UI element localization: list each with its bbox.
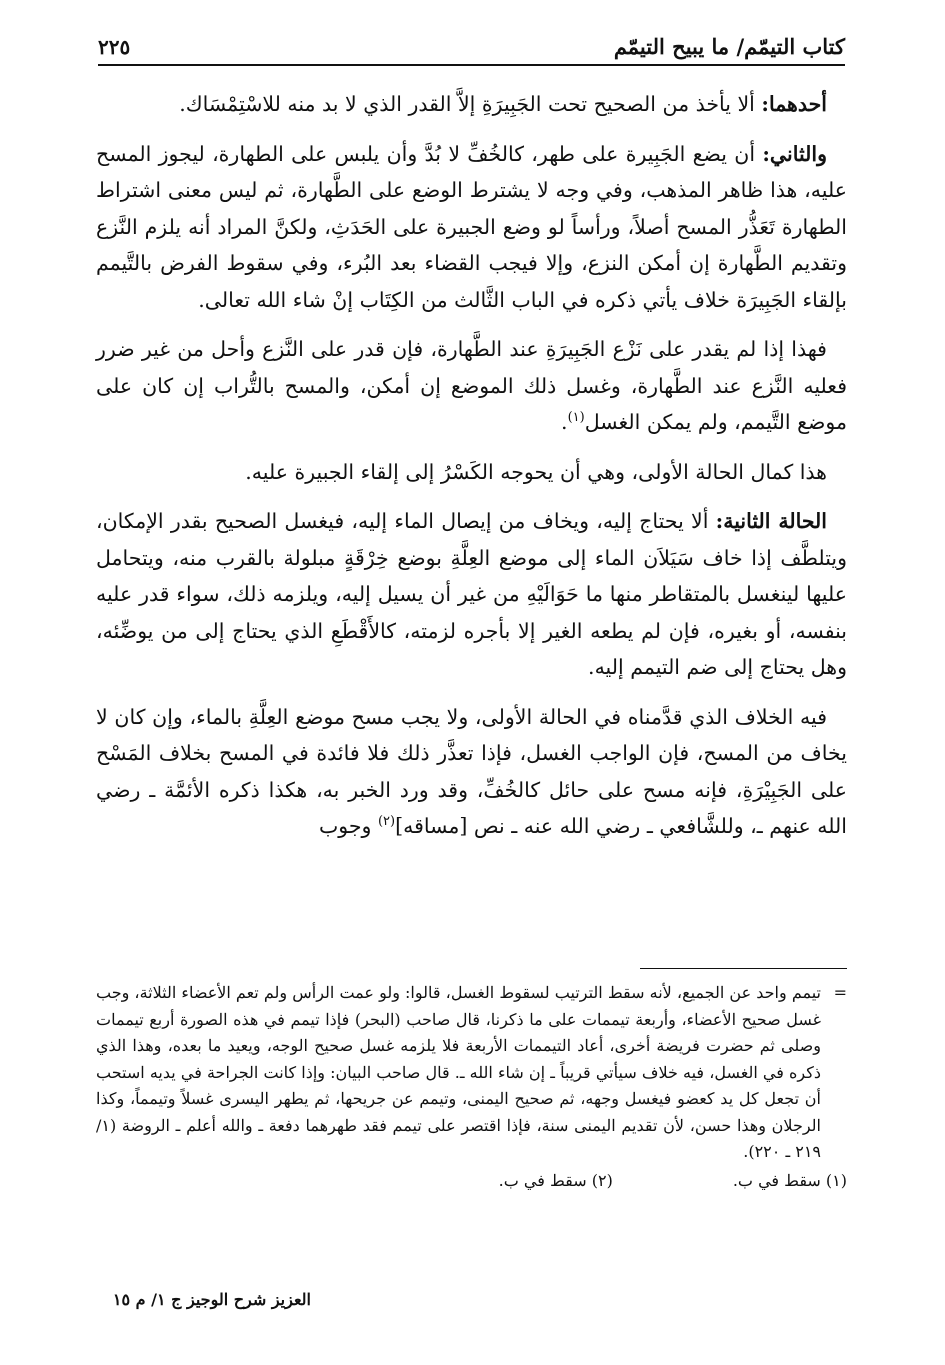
paragraph-1 (96, 86, 847, 123)
main-text (96, 86, 847, 858)
paragraph-text: ألا يحتاج إليه، ويخاف من إيصال الماء إليه، فيغسل الصحيح بقدر الإمكان، ويتلطَّف إذا خاف سَيَلاَن الماء إلى موضع العِلَّةِ بوضع خِرْقَةٍ مبلولة بالقرب منه، ويتحامل عليها لينغسل بالمتقاطر منها ما حَوَالَيْهِ من غير أن يسيل إليه، ويلزمه ذلك، سواء قدر عليه بنفسه، أو بغيره، فإن لم يطعه الغير إلا بأجره لزمته، كالأَقْطَعِ الذي يحتاج إلى من يوضِّئه، وهل يحتاج إلى ضم التيمم إليه. (96, 509, 847, 679)
footnote-1: (١) سقط في ب. (732, 1170, 847, 1190)
paragraph-2 (96, 136, 847, 319)
footnote-continuation (96, 980, 847, 1166)
footnote-ref-2[interactable]: (٢) (377, 814, 396, 830)
paragraph-text: أن يضع الجَبِيرة على طهر، كالخُفِّ لا بُدَّ وأن يلبس على الطهارة، ليجوز المسح عليه، هذا ظاهر المذهب، وفي وجه لا يشترط الوضع على الطَّهارة، ثم ليس معنى اشتراط الطهارة تَعَذُّر المسح أصلاً، ورأساً لو وضع الجبيرة على الحَدَثِ، ولكنَّ المراد أنه يلزم النَّزع وتقديم الطَّهارة إن أمكن النزع، وإلا فيجب القضاء بعد البُرء، وفي سقوط الفرض بالتَّيمم بإلقاء الجَبِيرَة خلاف يأتي ذكره في الباب الثَّالث من الكِتَاب إنْ شاء الله تعالى. (96, 141, 847, 312)
paragraph-4 (96, 454, 847, 491)
page-header (98, 26, 845, 66)
paragraph-6 (96, 699, 847, 845)
paragraph-end: . (561, 410, 568, 434)
paragraph-text: فيه الخلاف الذي قدَّمناه في الحالة الأولى، ولا يجب مسح موضع العِلَّةِ بالماء، وإن كان لا يخاف من المسح، فإن الواجب الغسل، فإذا تعذَّر ذلك فلا فائدة في المسح بخلاف المَسْح على الجَبِيْرَةِ، فإنه مسح على حائل كالخُفِّ، وقد ورد الخبر به، هكذا ذكره الأئمَّة ـ رضي الله عنهم ـ، وللشَّافعي ـ رضي الله عنه ـ نص [مساقه] (96, 704, 847, 838)
footnote-divider (640, 968, 847, 969)
paragraph-text: فهذا إذا لم يقدر على نَزْع الجَبِيرَةِ عند الطَّهارة، فإن قدر على النَّزع وأحل من غير ضرر فعليه النَّزع عند الطَّهارة، وغسل ذلك الموضع إن أمكن، والمسح بالتُّراب إن كان على موضع التَّيمم، ولم يمكن الغسل (96, 337, 847, 434)
footnote-2: (٢) سقط في ب. (498, 1170, 613, 1190)
footnotes (96, 980, 847, 1194)
paragraph-term: والثاني: (762, 141, 827, 166)
running-title: كتاب التيمّم/ ما يبيح التيمّم (613, 34, 845, 59)
paragraph-text: هذا كمال الحالة الأولى، وهي أن يحوجه الكَسْرُ إلى إلقاء الجبيرة عليه. (245, 459, 827, 484)
footnote-continuation-text: تيمم واحد عن الجميع، لأنه سقط الترتيب لسقوط الغسل، قالوا: ولو عمت الرأس ولم تعم الأعضاء الثلاثة، وجب غسل صحيح الأعضاء، وأربعة تيممات على ما ذكرنا، قال صاحب (البحر) فإذا تيمم في هذه الصورة أربع تيممات وصلى ثم حضرت فريضة أخرى، أعاد التيممات الأربعة فلا يلزمه غسل صحيح الوجه، ويعيد ما بعده، وهذا الذي ذكره في الغسل، فيه خلاف سيأتي قريباً ـ إن شاء الله ـ. قال صاحب البيان: وإذا كانت الجراحة في يديه استحب أن تجعل كل يد كعضو فيغسل وجهه، ثم صحيح اليمنى، وتيمم عن جريحها، ثم يطهر اليسرى غسلاً وتيمماً، وكذا الرجلان وهذا حسن، لأن تقديم اليمنى سنة، فإذا اقتصر على تيمم فقد طهرهما دفعة ـ والله أعلم ـ الروضة (١/ ٢١٩ ـ ٢٢٠). (96, 983, 822, 1161)
continuation-marker: = (833, 983, 847, 1002)
page-number: ٢٢٥ (98, 35, 131, 59)
paragraph-term: الحالة الثانية: (715, 509, 827, 533)
paragraph-term: أحدهما: (761, 92, 827, 116)
paragraph-text: ألا يأخذ من الصحيح تحت الجَبِيرَةِ إلاَّ القدر الذي لا بد منه للاسْتِمْسَاك. (179, 92, 762, 116)
paragraph-end: وجوب (318, 814, 378, 838)
paragraph-3 (96, 331, 847, 441)
paragraph-5 (96, 503, 847, 686)
footnote-ref-1[interactable]: (١) (567, 410, 585, 426)
signature-line: العزيز شرح الوجيز ج ١/ م ١٥ (112, 1290, 311, 1309)
footnote-row (96, 1168, 847, 1195)
